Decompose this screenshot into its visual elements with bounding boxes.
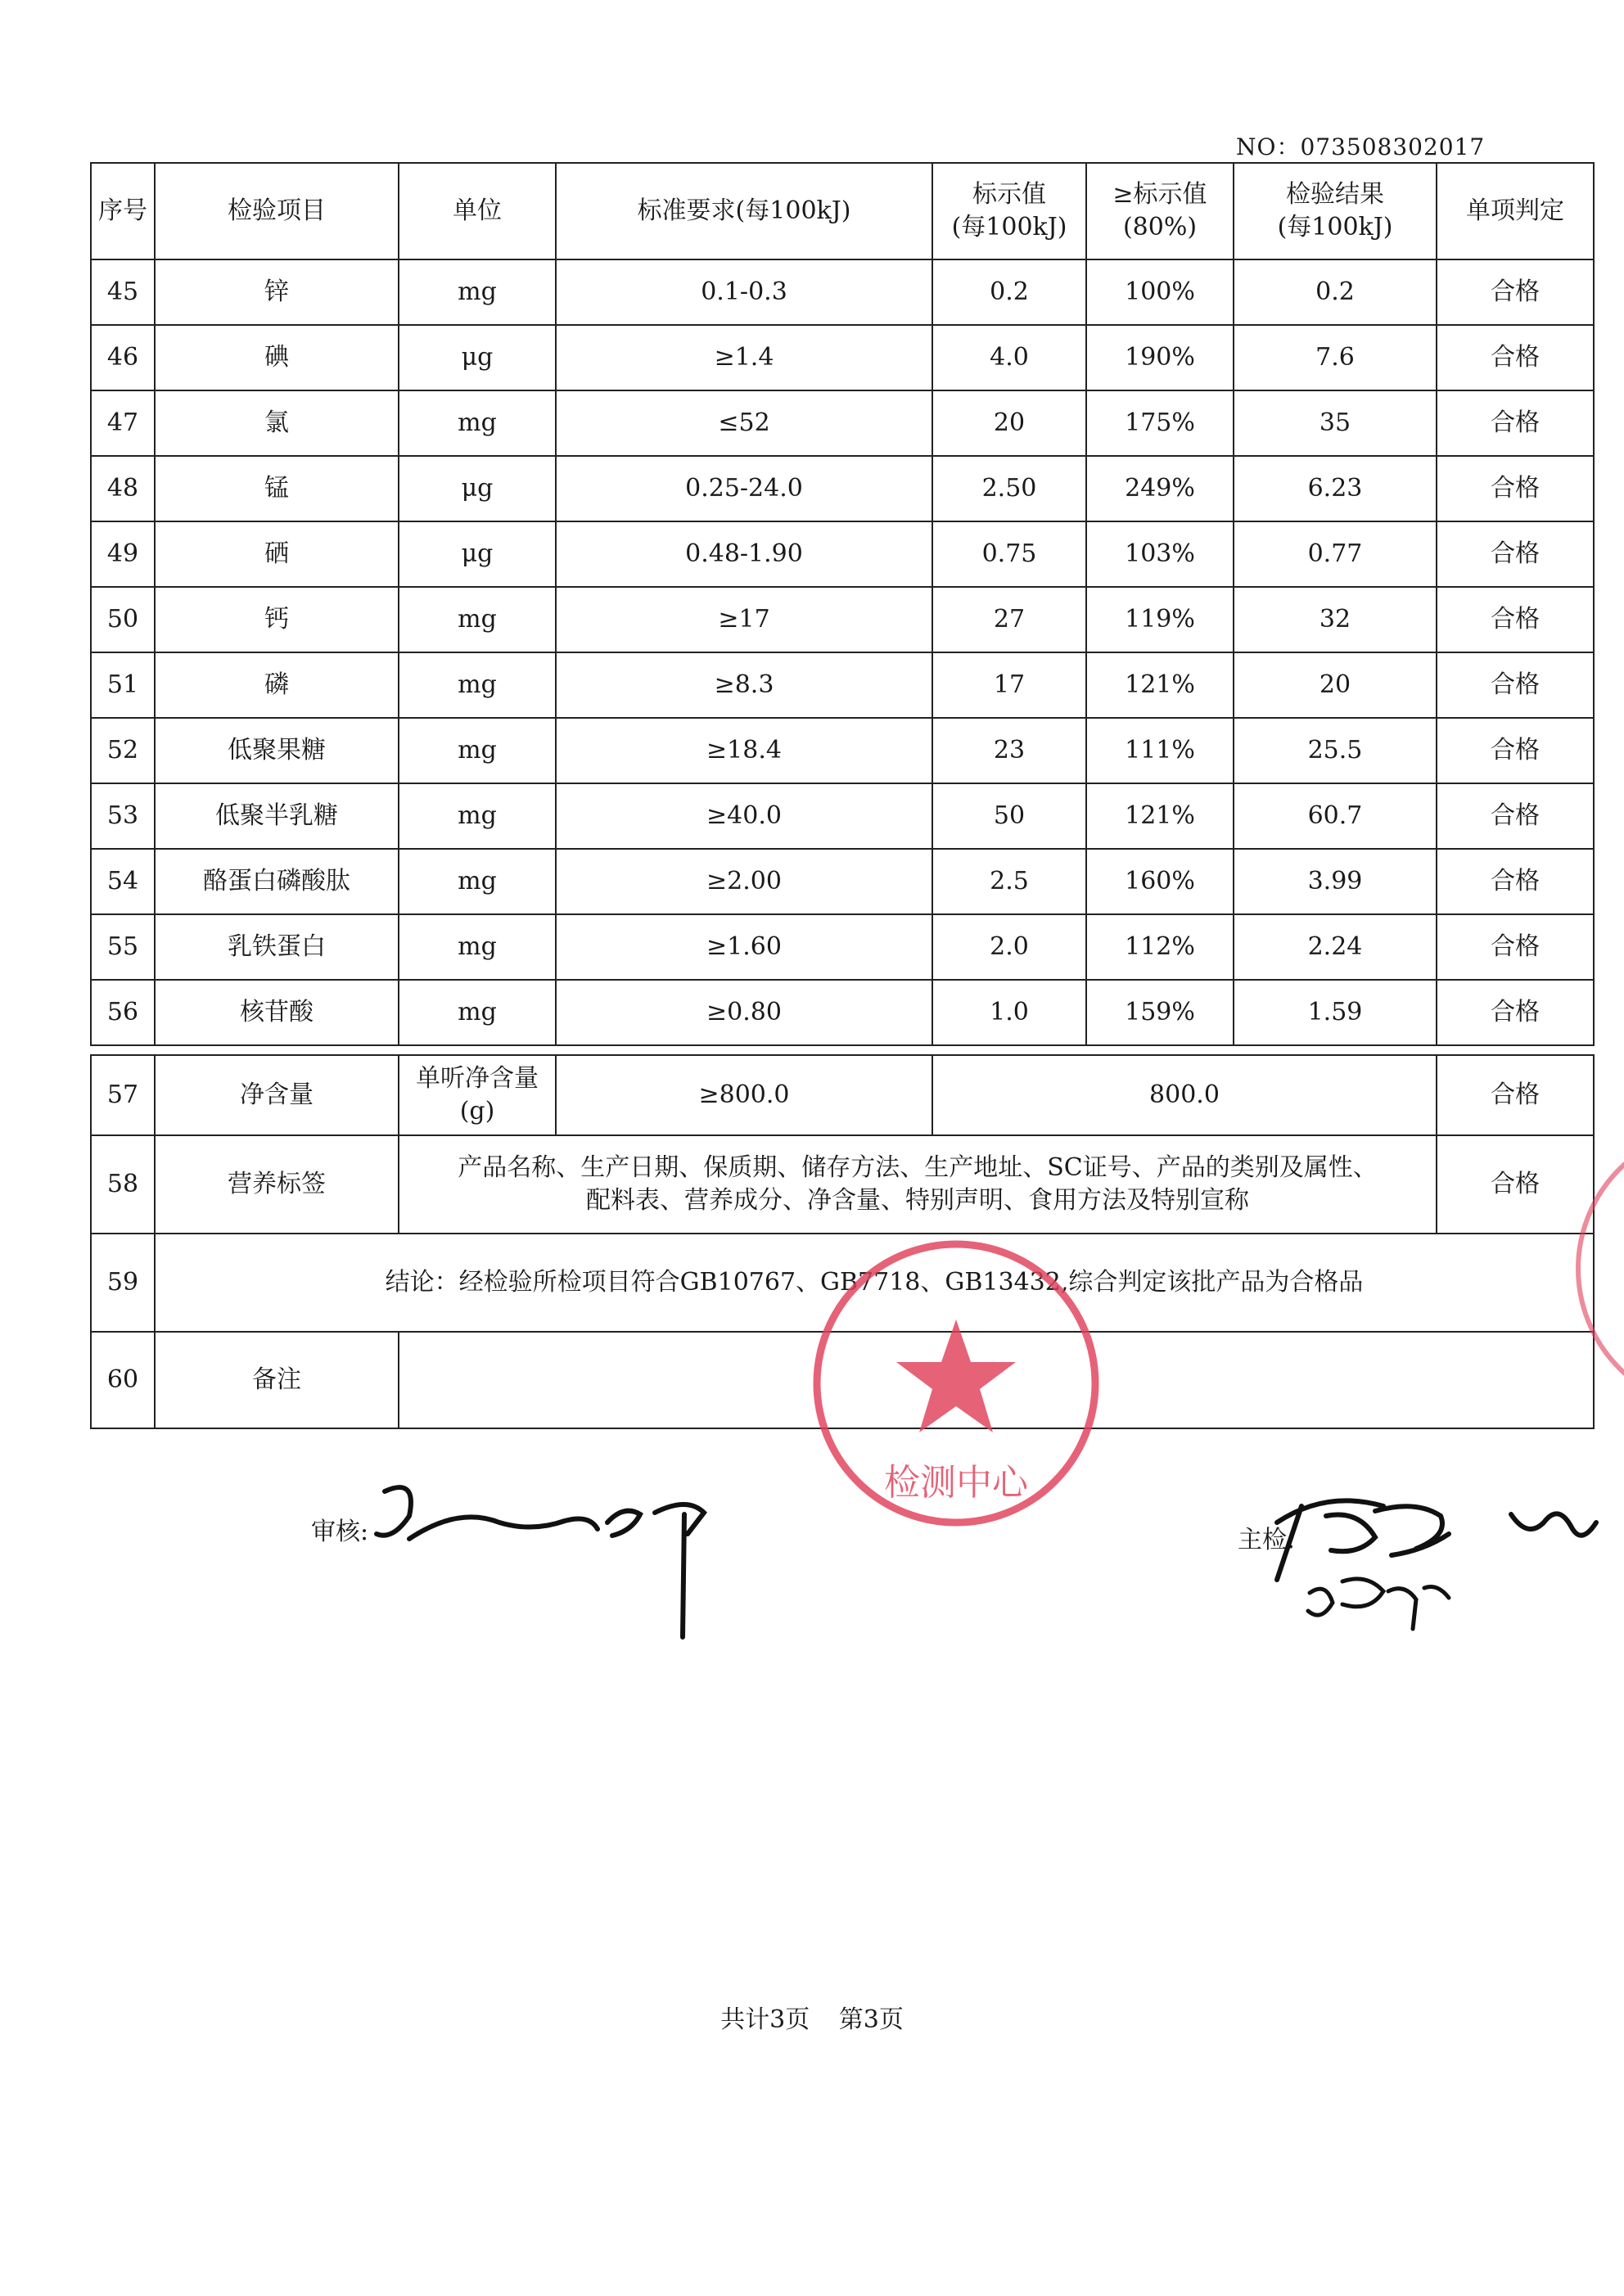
cell-standard: ≥800.0 [556, 1055, 932, 1135]
cell-verdict: 合格 [1437, 259, 1594, 325]
cell-unit: μg [399, 521, 556, 587]
cell-item: 钙 [155, 587, 399, 652]
cell-standard: ≥8.3 [556, 652, 932, 718]
cell-verdict: 合格 [1437, 587, 1594, 652]
cell-conclusion: 结论：经检验所检项目符合GB10767、GB7718、GB13432,综合判定该批产品为合格品 [155, 1234, 1594, 1332]
cell-label-value: 17 [932, 652, 1086, 718]
inspector-label: 主检: [1238, 1526, 1296, 1554]
cell-result: 60.7 [1234, 783, 1437, 849]
table-row [91, 390, 1594, 456]
cell-verdict: 合格 [1437, 521, 1594, 587]
cell-unit: mg [399, 587, 556, 652]
cell-label-value: 27 [932, 587, 1086, 652]
cell-item: 碘 [155, 325, 399, 390]
cell-unit: μg [399, 325, 556, 390]
cell-result: 20 [1234, 652, 1437, 718]
cell-label-value: 1.0 [932, 980, 1086, 1045]
cell-percent: 160% [1086, 849, 1234, 914]
cell-label-value: 4.0 [932, 325, 1086, 390]
cell-verdict: 合格 [1437, 914, 1594, 980]
cell-verdict: 合格 [1437, 325, 1594, 390]
cell-seq: 51 [91, 652, 155, 718]
seal-text: 检测中心 [884, 1462, 1028, 1504]
header-result [1234, 163, 1437, 259]
table-row [91, 587, 1594, 652]
page-current: 第3页 [838, 2005, 904, 2034]
cell-unit: μg [399, 456, 556, 521]
cell-unit: mg [399, 652, 556, 718]
cell-unit: mg [399, 259, 556, 325]
cell-result: 7.6 [1234, 325, 1437, 390]
cell-unit: mg [399, 980, 556, 1045]
cell-label-value: 0.75 [932, 521, 1086, 587]
cell-verdict: 合格 [1437, 652, 1594, 718]
cell-item: 低聚果糖 [155, 718, 399, 783]
cell-standard: 0.48-1.90 [556, 521, 932, 587]
reviewer-label: 审核: [311, 1518, 369, 1546]
cell-result: 2.24 [1234, 914, 1437, 980]
cell-item: 乳铁蛋白 [155, 914, 399, 980]
label-text-line1: 产品名称、生产日期、保质期、储存方法、生产地址、SC证号、产品的类别及属性、 [458, 1153, 1378, 1182]
cell-seq: 49 [91, 521, 155, 587]
cell-percent: 103% [1086, 521, 1234, 587]
cell-standard: ≥2.00 [556, 849, 932, 914]
net-content-row [91, 1055, 1594, 1135]
cell-standard: 0.1-0.3 [556, 259, 932, 325]
cell-percent: 175% [1086, 390, 1234, 456]
cell-label-value: 2.5 [932, 849, 1086, 914]
cell-label-value: 50 [932, 783, 1086, 849]
cell-standard: 0.25-24.0 [556, 456, 932, 521]
table-row [91, 521, 1594, 587]
header-result-line2: (每100kJ) [1277, 213, 1393, 241]
cell-verdict: 合格 [1437, 1135, 1594, 1234]
cell-seq: 55 [91, 914, 155, 980]
cell-standard: ≥1.4 [556, 325, 932, 390]
cell-percent: 159% [1086, 980, 1234, 1045]
cell-percent: 119% [1086, 587, 1234, 652]
net-unit-line2: (g) [459, 1097, 495, 1125]
cell-percent: 249% [1086, 456, 1234, 521]
cell-percent: 100% [1086, 259, 1234, 325]
cell-seq: 52 [91, 718, 155, 783]
cell-verdict: 合格 [1437, 718, 1594, 783]
table-row [91, 325, 1594, 390]
header-percent-line1: ≥标示值 [1112, 179, 1207, 209]
table-row [91, 783, 1594, 849]
cell-result: 32 [1234, 587, 1437, 652]
header-standard: 标准要求(每100kJ) [556, 163, 932, 259]
cell-label-value: 2.50 [932, 456, 1086, 521]
cell-percent: 190% [1086, 325, 1234, 390]
cell-item: 核苷酸 [155, 980, 399, 1045]
label-text-line2: 配料表、营养成分、净含量、特别声明、食用方法及特别宣称 [586, 1186, 1249, 1215]
cell-verdict: 合格 [1437, 1055, 1594, 1135]
inspector-signature-second [1308, 1579, 1449, 1629]
header-label-value [932, 163, 1086, 259]
cell-net-value: 800.0 [932, 1055, 1437, 1135]
cell-verdict: 合格 [1437, 783, 1594, 849]
remark-row [91, 1332, 1594, 1428]
header-label-value-line1: 标示值 [972, 179, 1046, 209]
cell-seq: 47 [91, 390, 155, 456]
cell-seq: 60 [91, 1332, 155, 1428]
cell-label-value: 0.2 [932, 259, 1086, 325]
header-seq: 序号 [91, 163, 155, 259]
page-total: 共计3页 [720, 2005, 810, 2034]
cell-percent: 111% [1086, 718, 1234, 783]
header-verdict: 单项判定 [1437, 163, 1594, 259]
cell-label-requirements [399, 1135, 1437, 1234]
cell-remark-label: 备注 [155, 1332, 399, 1428]
cell-verdict: 合格 [1437, 849, 1594, 914]
cell-standard: ≥1.60 [556, 914, 932, 980]
cell-label-value: 2.0 [932, 914, 1086, 980]
document-number: NO：073508302017 [1236, 133, 1486, 160]
cell-unit: mg [399, 783, 556, 849]
table-row [91, 456, 1594, 521]
cell-standard: ≥17 [556, 587, 932, 652]
cell-label-value: 20 [932, 390, 1086, 456]
cell-seq: 54 [91, 849, 155, 914]
cell-item: 氯 [155, 390, 399, 456]
cell-unit [399, 1055, 556, 1135]
cell-percent: 121% [1086, 783, 1234, 849]
table-row [91, 980, 1594, 1045]
cell-percent: 121% [1086, 652, 1234, 718]
inspector-signature [1277, 1500, 1596, 1580]
conclusion-row [91, 1234, 1594, 1332]
cell-unit: mg [399, 914, 556, 980]
table-row [91, 652, 1594, 718]
header-unit: 单位 [399, 163, 556, 259]
cell-standard: ≤52 [556, 390, 932, 456]
cell-item: 磷 [155, 652, 399, 718]
cell-result: 25.5 [1234, 718, 1437, 783]
table-divider [91, 1045, 1594, 1055]
cell-seq: 50 [91, 587, 155, 652]
cell-item: 锰 [155, 456, 399, 521]
net-unit-line1: 单听净含量 [416, 1063, 539, 1093]
page-footer [0, 1999, 1624, 2035]
reviewer-signature [377, 1487, 704, 1637]
cell-seq: 53 [91, 783, 155, 849]
cell-label-value: 23 [932, 718, 1086, 783]
cell-item: 净含量 [155, 1055, 399, 1135]
cell-standard: ≥40.0 [556, 783, 932, 849]
cell-verdict: 合格 [1437, 390, 1594, 456]
cell-item: 硒 [155, 521, 399, 587]
cell-unit: mg [399, 849, 556, 914]
cell-remark-text [399, 1332, 1594, 1428]
cell-result: 35 [1234, 390, 1437, 456]
cell-result: 3.99 [1234, 849, 1437, 914]
cell-seq: 56 [91, 980, 155, 1045]
cell-seq: 59 [91, 1234, 155, 1332]
cell-standard: ≥18.4 [556, 718, 932, 783]
cell-result: 0.77 [1234, 521, 1437, 587]
cell-unit: mg [399, 718, 556, 783]
cell-seq: 58 [91, 1135, 155, 1234]
table-row [91, 849, 1594, 914]
cell-unit: mg [399, 390, 556, 456]
cell-seq: 48 [91, 456, 155, 521]
cell-verdict: 合格 [1437, 456, 1594, 521]
cell-result: 6.23 [1234, 456, 1437, 521]
header-item: 检验项目 [155, 163, 399, 259]
header-label-value-line2: (每100kJ) [951, 213, 1067, 241]
cell-item: 锌 [155, 259, 399, 325]
cell-seq: 57 [91, 1055, 155, 1135]
cell-result: 0.2 [1234, 259, 1437, 325]
divider-cell [91, 1045, 1594, 1055]
table-row [91, 914, 1594, 980]
cell-item: 低聚半乳糖 [155, 783, 399, 849]
cell-verdict: 合格 [1437, 980, 1594, 1045]
cell-seq: 45 [91, 259, 155, 325]
table-header-row [91, 163, 1594, 259]
table-row [91, 259, 1594, 325]
cell-result: 1.59 [1234, 980, 1437, 1045]
header-percent-line2: (80%) [1122, 213, 1198, 241]
cell-item: 酪蛋白磷酸肽 [155, 849, 399, 914]
inspection-table [90, 162, 1595, 1429]
table-row [91, 718, 1594, 783]
cell-seq: 46 [91, 325, 155, 390]
header-result-line1: 检验结果 [1286, 179, 1384, 209]
cell-item: 营养标签 [155, 1135, 399, 1234]
cell-percent: 112% [1086, 914, 1234, 980]
header-percent [1086, 163, 1234, 259]
cell-standard: ≥0.80 [556, 980, 932, 1045]
nutrition-label-row [91, 1135, 1594, 1234]
